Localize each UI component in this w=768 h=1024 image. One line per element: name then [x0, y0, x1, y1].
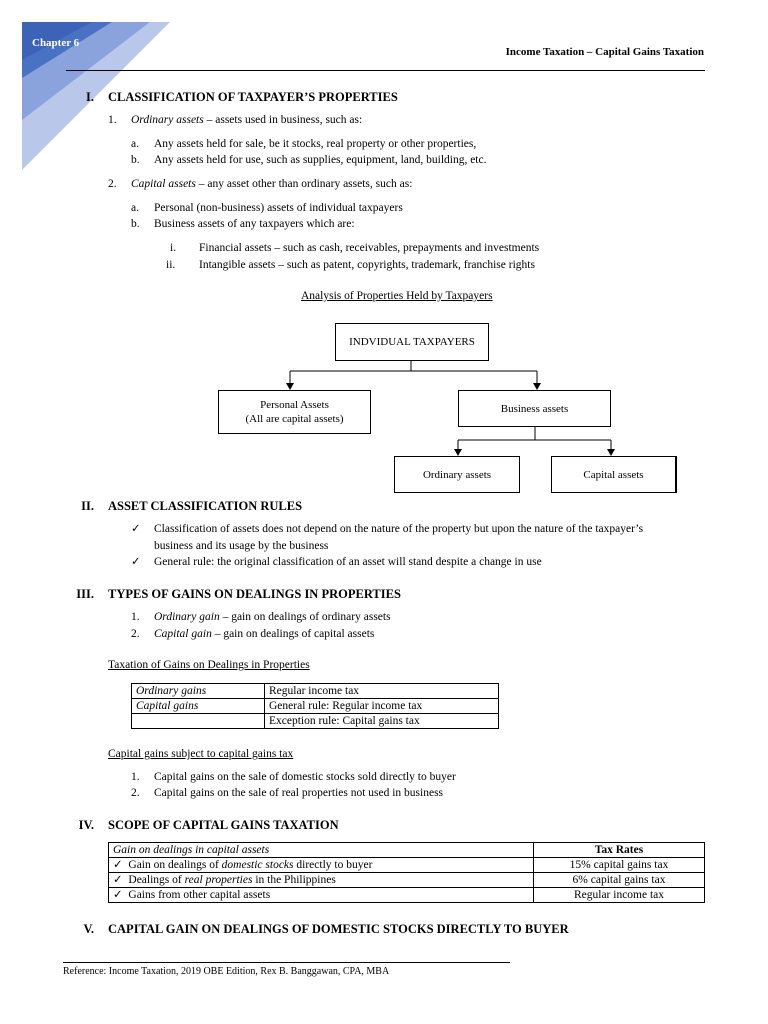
item-number: 1.: [131, 771, 140, 783]
node-label: Ordinary assets: [422, 468, 492, 481]
table-cell: ✓ Gain on dealings of domestic stocks directly to buyer: [109, 858, 534, 873]
section-5-number: V.: [83, 922, 94, 936]
node-label: Capital assets: [583, 468, 644, 481]
section-3-title: TYPES OF GAINS ON DEALINGS IN PROPERTIES: [108, 587, 401, 601]
item-number: 2.: [131, 787, 140, 799]
table-header-row: [109, 843, 705, 858]
section-5-title: CAPITAL GAIN ON DEALINGS OF DOMESTIC STOCKS DIRECTLY TO BUYER: [108, 922, 569, 936]
capital-gains-subject-title: Capital gains subject to capital gains tax: [108, 748, 294, 760]
table-row: [132, 684, 499, 699]
rule-text: General rule: the original classification of an asset will stand despite a change in use: [154, 556, 542, 568]
term: Ordinary gain: [154, 611, 220, 623]
list-item: Any assets held for sale, be it stocks, real property or other properties,: [154, 138, 477, 150]
table-cell: 6% capital gains tax: [534, 873, 705, 888]
table-row: [109, 873, 705, 888]
check-icon: ✓: [113, 889, 123, 901]
sub-sub-item-label: i.: [170, 242, 177, 254]
node-label: Personal Assets: [260, 399, 329, 411]
definition: – any asset other than ordinary assets, such as:: [195, 178, 413, 190]
section-1-title: CLASSIFICATION OF TAXPAYER’S PROPERTIES: [108, 90, 398, 104]
table-cell: ✓ Dealings of real properties in the Philippines: [109, 873, 534, 888]
table-row: [109, 858, 705, 873]
node-sublabel: (All are capital assets): [245, 413, 344, 425]
tax-rates-table: [108, 842, 705, 903]
definition: – assets used in business, such as:: [203, 114, 363, 126]
item-number: 2.: [108, 178, 117, 190]
check-icon: ✓: [131, 523, 141, 535]
list-item: Financial assets – such as cash, receivables, prepayments and investments: [199, 242, 540, 254]
rule-text: Classification of assets does not depend on the nature of the property but upon the nature of the taxpayer’s: [154, 523, 644, 535]
table-cell: Capital gains: [132, 699, 265, 714]
table-cell: General rule: Regular income tax: [265, 699, 499, 714]
section-2-number: II.: [81, 499, 94, 513]
rule-text-continued: business and its usage by the business: [154, 540, 329, 552]
table-row: [109, 888, 705, 903]
individual-taxpayers-node: [335, 323, 489, 361]
check-icon: ✓: [113, 874, 123, 886]
table-cell: Regular income tax: [265, 684, 499, 699]
diagram-connectors: [0, 0, 768, 500]
term: Capital gain: [154, 628, 212, 640]
taxation-table-title: Taxation of Gains on Dealings in Properties: [108, 659, 310, 671]
capital-gain-definition: [154, 628, 374, 640]
sub-item-label: a.: [131, 138, 139, 150]
list-item: Intangible assets – such as patent, copyrights, trademark, franchise rights: [199, 259, 535, 271]
node-label: Business assets: [500, 402, 569, 415]
section-4-title: SCOPE OF CAPITAL GAINS TAXATION: [108, 818, 339, 832]
item-number: 2.: [131, 628, 140, 640]
table-row: [132, 699, 499, 714]
taxation-of-gains-table: [131, 683, 499, 729]
footer-rule: [63, 962, 510, 963]
ordinary-gain-definition: [154, 611, 391, 623]
table-header-cell: Gain on dealings in capital assets: [109, 843, 534, 858]
sub-item-label: b.: [131, 218, 140, 230]
table-cell: 15% capital gains tax: [534, 858, 705, 873]
list-item: Any assets held for use, such as supplies, equipment, land, building, etc.: [154, 154, 487, 166]
section-1-number: I.: [86, 90, 94, 104]
check-icon: ✓: [131, 556, 141, 568]
section-4-number: IV.: [78, 818, 94, 832]
list-item: Personal (non-business) assets of individual taxpayers: [154, 202, 403, 214]
node-label: INDVIDUAL TAXPAYERS: [349, 336, 475, 348]
item-number: 1.: [131, 611, 140, 623]
table-row: [132, 714, 499, 729]
table-header-cell: Tax Rates: [534, 843, 705, 858]
table-cell: [132, 714, 265, 729]
sub-item-label: a.: [131, 202, 139, 214]
section-2-title: ASSET CLASSIFICATION RULES: [108, 499, 303, 513]
section-3-number: III.: [76, 587, 94, 601]
chapter-label: Chapter 6: [32, 37, 80, 49]
table-cell: Exception rule: Capital gains tax: [265, 714, 499, 729]
list-item: Capital gains on the sale of domestic stocks sold directly to buyer: [154, 771, 456, 783]
term: Ordinary assets: [131, 114, 204, 126]
diagram-title: Analysis of Properties Held by Taxpayers: [301, 290, 493, 302]
term: Capital assets: [131, 178, 196, 190]
sub-item-label: b.: [131, 154, 140, 166]
table-cell: Ordinary gains: [132, 684, 265, 699]
list-item: Capital gains on the sale of real properties not used in business: [154, 787, 444, 799]
check-icon: ✓: [113, 859, 123, 871]
sub-sub-item-label: ii.: [166, 259, 176, 271]
list-item: Business assets of any taxpayers which are:: [154, 218, 355, 230]
running-header-title: Income Taxation – Capital Gains Taxation: [505, 46, 704, 58]
table-cell: Regular income tax: [534, 888, 705, 903]
personal-assets-node: [218, 390, 371, 434]
table-cell: ✓ Gains from other capital assets: [109, 888, 534, 903]
ordinary-assets-node: [394, 456, 520, 493]
reference-footnote: Reference: Income Taxation, 2019 OBE Edition, Rex B. Banggawan, CPA, MBA: [63, 966, 390, 977]
capital-assets-node: [551, 456, 677, 493]
business-assets-node: [458, 390, 611, 427]
item-number: 1.: [108, 114, 117, 126]
definition: – gain on dealings of ordinary assets: [219, 611, 391, 623]
definition: – gain on dealings of capital assets: [211, 628, 375, 640]
